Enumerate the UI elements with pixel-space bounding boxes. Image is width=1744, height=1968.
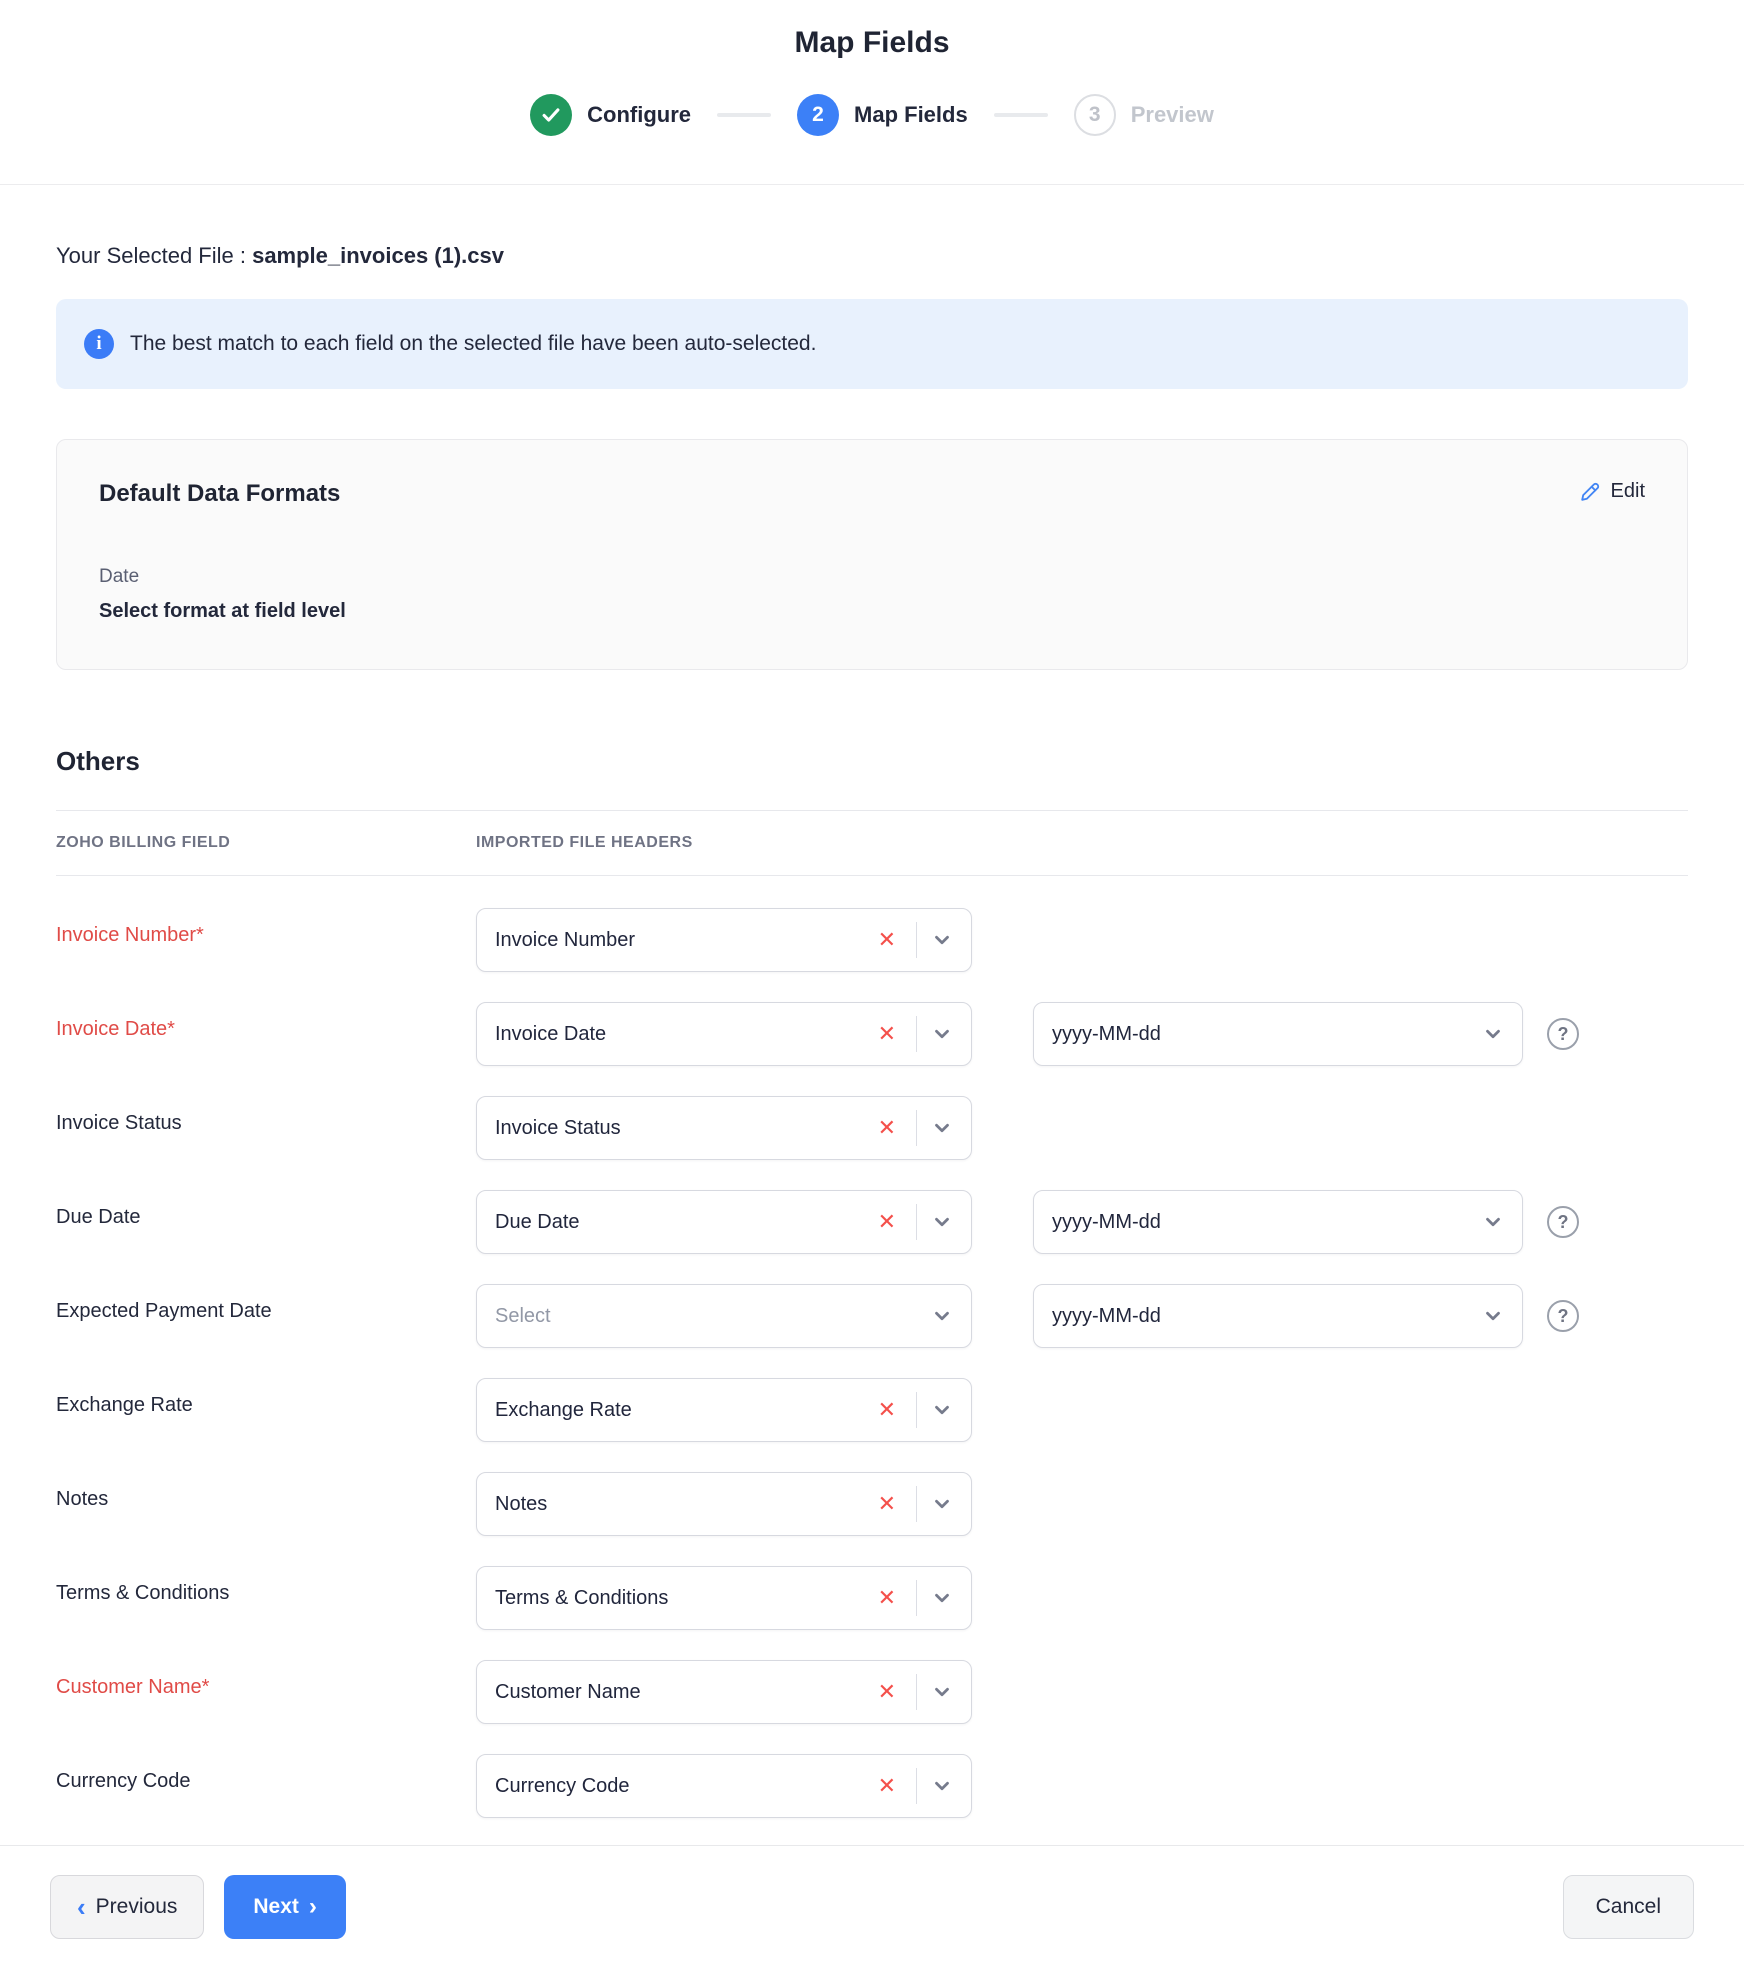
cancel-button-label: Cancel	[1595, 1895, 1661, 1918]
field-label-invoice-number: Invoice Number*	[56, 924, 204, 946]
next-button[interactable]	[224, 1875, 346, 1939]
date-format-select-expected-payment-date[interactable]	[1033, 1284, 1523, 1348]
pencil-icon	[1579, 481, 1601, 503]
table-row	[56, 1096, 1688, 1160]
info-banner	[56, 299, 1688, 389]
divider	[916, 1016, 917, 1052]
header-select-customer-name[interactable]	[476, 1660, 972, 1724]
select-placeholder: Select	[495, 1304, 551, 1327]
field-label-invoice-date: Invoice Date*	[56, 1018, 175, 1040]
table-row	[56, 1754, 1688, 1818]
table-row	[56, 1378, 1688, 1442]
table-row	[56, 1190, 1688, 1254]
selected-header-value: Exchange Rate	[495, 1398, 632, 1421]
clear-icon[interactable]: ✕	[877, 1209, 896, 1234]
step-3-badge: 3	[1074, 94, 1116, 136]
selected-file-line	[56, 243, 1688, 269]
formats-card-title: Default Data Formats	[99, 480, 341, 507]
divider	[916, 1486, 917, 1522]
selected-header-value: Invoice Number	[495, 928, 636, 951]
stepper	[0, 94, 1744, 136]
help-icon[interactable]: ?	[1547, 1018, 1579, 1050]
step-map-fields[interactable]	[797, 94, 968, 136]
chevron-down-icon	[931, 1399, 953, 1421]
edit-formats-button[interactable]	[1579, 480, 1645, 503]
selected-header-value: Invoice Date	[495, 1022, 607, 1045]
date-format-select-due-date[interactable]	[1033, 1190, 1523, 1254]
step-preview-label: Preview	[1130, 102, 1214, 127]
step-connector	[994, 113, 1048, 117]
field-label-terms-conditions: Terms & Conditions	[56, 1582, 230, 1604]
default-data-formats-card	[56, 439, 1688, 670]
date-format-value: Select format at field level	[99, 600, 346, 622]
header-select-notes[interactable]	[476, 1472, 972, 1536]
clear-icon[interactable]: ✕	[877, 1491, 896, 1516]
date-format-select-invoice-date[interactable]	[1033, 1002, 1523, 1066]
clear-icon[interactable]: ✕	[877, 1115, 896, 1140]
chevron-right-icon: ›	[308, 1893, 317, 1920]
clear-icon[interactable]: ✕	[877, 1397, 896, 1422]
page-title: Map Fields	[794, 26, 950, 59]
clear-icon[interactable]: ✕	[877, 927, 896, 952]
selected-header-value: Currency Code	[495, 1774, 630, 1797]
chevron-down-icon	[931, 1681, 953, 1703]
chevron-down-icon	[931, 1211, 953, 1233]
chevron-down-icon	[1482, 1305, 1504, 1327]
header-select-invoice-date[interactable]	[476, 1002, 972, 1066]
mapping-rows	[56, 908, 1688, 1818]
step-2-badge: 2	[797, 94, 839, 136]
chevron-left-icon: ‹	[77, 1892, 86, 1922]
chevron-down-icon	[931, 1493, 953, 1515]
clear-icon[interactable]: ✕	[877, 1773, 896, 1798]
main-content	[0, 243, 1744, 1818]
table-row	[56, 908, 1688, 972]
clear-icon[interactable]: ✕	[877, 1585, 896, 1610]
chevron-down-icon	[931, 929, 953, 951]
step-configure[interactable]	[530, 94, 691, 136]
divider	[916, 1674, 917, 1710]
chevron-down-icon	[931, 1587, 953, 1609]
edit-label: Edit	[1610, 480, 1645, 502]
table-row	[56, 1284, 1688, 1348]
column-header-field: ZOHO BILLING FIELD	[56, 834, 231, 851]
divider	[916, 1580, 917, 1616]
date-format-label: Date	[99, 566, 140, 587]
field-label-customer-name: Customer Name*	[56, 1676, 210, 1698]
field-label-exchange-rate: Exchange Rate	[56, 1394, 193, 1416]
field-label-currency-code: Currency Code	[56, 1770, 191, 1792]
table-row	[56, 1660, 1688, 1724]
field-label-due-date: Due Date	[56, 1206, 141, 1228]
selected-header-value: Notes	[495, 1492, 548, 1515]
header-select-expected-payment-date[interactable]	[476, 1284, 972, 1348]
selected-file-label: Your Selected File :	[56, 243, 253, 268]
step-configure-label: Configure	[587, 102, 692, 127]
clear-icon[interactable]: ✕	[877, 1021, 896, 1046]
others-section-title: Others	[56, 746, 140, 776]
help-icon[interactable]: ?	[1547, 1300, 1579, 1332]
table-row	[56, 1002, 1688, 1066]
check-icon	[530, 94, 572, 136]
header-select-terms-conditions[interactable]	[476, 1566, 972, 1630]
field-label-notes: Notes	[56, 1488, 109, 1510]
mapping-table-header	[56, 810, 1688, 876]
next-button-label: Next	[253, 1895, 299, 1918]
info-icon: i	[84, 329, 114, 359]
step-preview[interactable]	[1074, 94, 1214, 136]
wizard-header	[0, 0, 1744, 185]
divider	[916, 1110, 917, 1146]
selected-header-value: Customer Name	[495, 1680, 641, 1703]
field-label-invoice-status: Invoice Status	[56, 1112, 182, 1134]
field-label-expected-payment-date: Expected Payment Date	[56, 1300, 272, 1322]
table-row	[56, 1472, 1688, 1536]
divider	[916, 1204, 917, 1240]
cancel-button[interactable]	[1563, 1875, 1694, 1939]
selected-file-name: sample_invoices (1).csv	[252, 243, 504, 268]
help-icon[interactable]: ?	[1547, 1206, 1579, 1238]
header-select-invoice-status[interactable]	[476, 1096, 972, 1160]
header-select-exchange-rate[interactable]	[476, 1378, 972, 1442]
divider	[916, 922, 917, 958]
chevron-down-icon	[1482, 1023, 1504, 1045]
selected-header-value: Invoice Status	[495, 1116, 621, 1139]
date-format-value: yyyy-MM-dd	[1052, 1210, 1161, 1233]
selected-header-value: Due Date	[495, 1210, 580, 1233]
previous-button[interactable]	[50, 1875, 204, 1939]
divider	[916, 1768, 917, 1804]
chevron-down-icon	[931, 1117, 953, 1139]
chevron-down-icon	[931, 1305, 953, 1327]
chevron-down-icon	[931, 1023, 953, 1045]
header-select-due-date[interactable]	[476, 1190, 972, 1254]
step-map-fields-label: Map Fields	[854, 102, 968, 127]
column-header-imported: IMPORTED FILE HEADERS	[476, 834, 693, 851]
chevron-down-icon	[1482, 1211, 1504, 1233]
chevron-down-icon	[931, 1775, 953, 1797]
header-select-currency-code[interactable]	[476, 1754, 972, 1818]
date-format-value: yyyy-MM-dd	[1052, 1304, 1161, 1327]
info-banner-text: The best match to each field on the selected file have been auto-selected.	[130, 332, 817, 355]
selected-header-value: Terms & Conditions	[495, 1586, 669, 1609]
step-connector	[717, 113, 771, 117]
wizard-footer	[0, 1845, 1744, 1968]
clear-icon[interactable]: ✕	[877, 1679, 896, 1704]
divider	[916, 1392, 917, 1428]
date-format-value: yyyy-MM-dd	[1052, 1022, 1161, 1045]
table-row	[56, 1566, 1688, 1630]
header-select-invoice-number[interactable]	[476, 908, 972, 972]
previous-button-label: Previous	[95, 1895, 178, 1918]
